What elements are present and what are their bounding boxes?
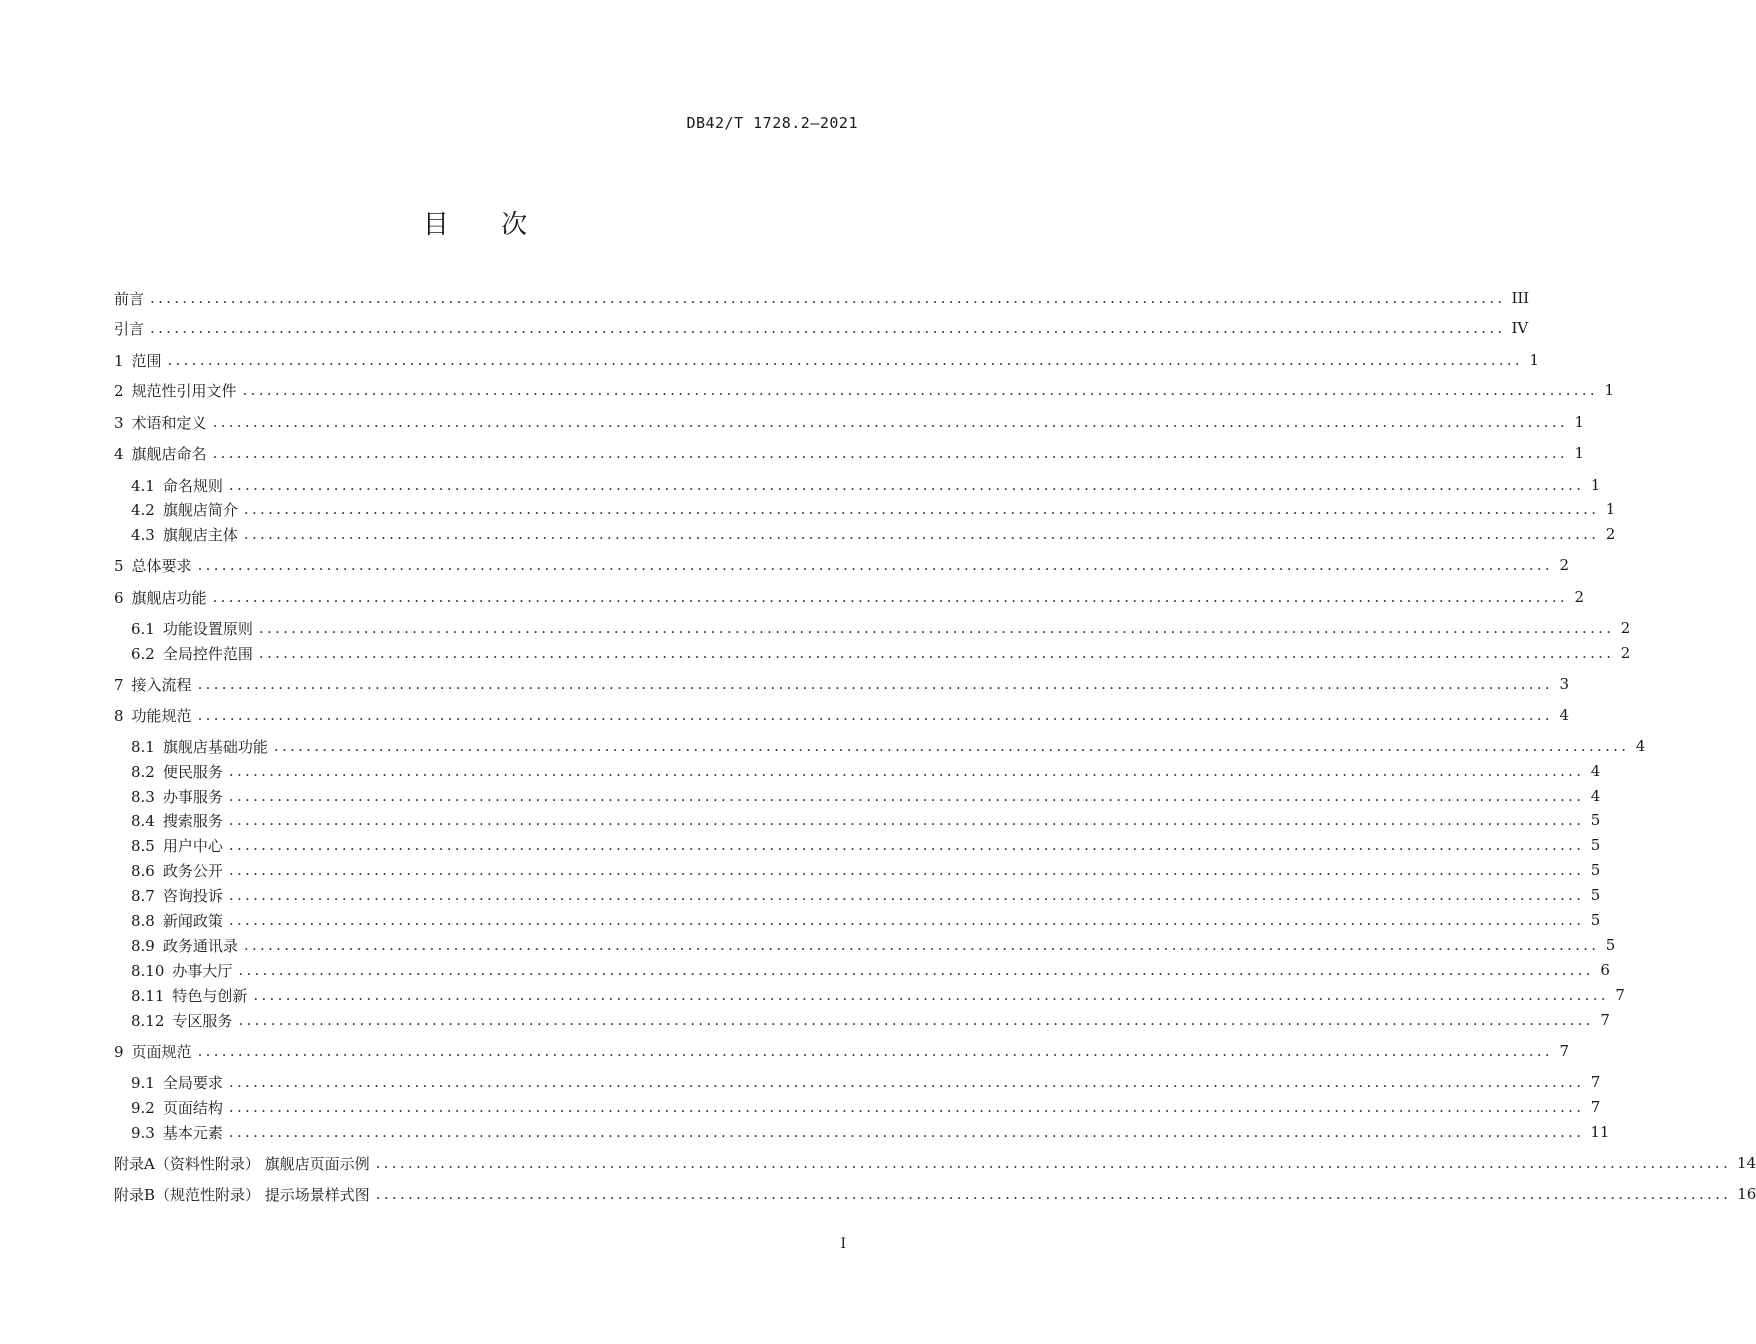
toc-entry[interactable] xyxy=(114,348,1539,372)
toc-entry-number: 4.2 xyxy=(131,500,155,519)
toc-entry[interactable] xyxy=(114,585,1584,609)
toc-entry-text: 咨询投诉 xyxy=(162,886,223,905)
toc-entry-label xyxy=(114,705,192,726)
toc-entry[interactable] xyxy=(131,641,1631,665)
toc-entry-label xyxy=(114,350,162,371)
toc-entry-text: 页面规范 xyxy=(131,1042,192,1061)
toc-entry-page: 4 xyxy=(1590,787,1601,805)
toc-entry-text: 政务通讯录 xyxy=(162,936,238,955)
toc-entry[interactable] xyxy=(114,316,1529,340)
toc-entry[interactable] xyxy=(114,1039,1569,1063)
toc-entry-label xyxy=(131,524,238,545)
toc-dot-leader: ........................................................................................................................................................................ xyxy=(150,319,1506,337)
toc-entry-page: 3 xyxy=(1559,675,1569,693)
toc-dot-leader: ........................................................................................................................................................................ xyxy=(228,1123,1585,1141)
toc-entry-text: 引言 xyxy=(114,319,145,338)
toc-entry-number: 8.5 xyxy=(131,836,155,855)
toc-entry-number: 8 xyxy=(114,706,124,725)
toc-entry-text: 办事服务 xyxy=(162,787,223,806)
toc-entry-text: 附录A（资料性附录） 旗舰店页面示例 xyxy=(114,1154,370,1173)
toc-entry[interactable] xyxy=(131,522,1616,546)
toc-entry[interactable] xyxy=(114,1182,1756,1206)
toc-entry-label xyxy=(114,318,144,339)
toc-entry-number: 3 xyxy=(114,413,124,432)
toc-entry-label xyxy=(131,910,223,931)
toc-entry-label xyxy=(114,587,207,608)
toc-entry-text: 旗舰店基础功能 xyxy=(162,737,268,756)
toc-dot-leader: ........................................................................................................................................................................ xyxy=(150,289,1506,307)
toc-entry-page: 5 xyxy=(1590,811,1601,829)
toc-entry-label xyxy=(131,1122,223,1143)
toc-entry-text: 基本元素 xyxy=(162,1123,223,1142)
toc-dot-leader: ........................................................................................................................................................................ xyxy=(197,1042,1553,1060)
toc-entry-number: 2 xyxy=(114,381,124,400)
toc-entry-text: 全局要求 xyxy=(162,1073,223,1092)
toc-entry-label xyxy=(131,835,223,856)
toc-entry-label xyxy=(131,1072,223,1093)
toc-entry-label xyxy=(131,643,253,664)
toc-dot-leader: ........................................................................................................................................................................ xyxy=(228,911,1585,929)
toc-entry[interactable] xyxy=(114,1151,1756,1175)
toc-entry-number: 8.9 xyxy=(131,936,155,955)
toc-entry-label xyxy=(114,288,144,309)
toc-dot-leader: ........................................................................................................................................................................ xyxy=(273,737,1630,755)
toc-entry-text: 全局控件范围 xyxy=(162,644,253,663)
toc-entry-label xyxy=(131,960,232,981)
toc-entry-text: 专区服务 xyxy=(172,1011,233,1030)
toc-entry[interactable] xyxy=(114,286,1530,310)
toc-entry-page: III xyxy=(1511,289,1530,307)
toc-entry-number: 9.1 xyxy=(131,1073,155,1092)
toc-entry-number: 8.8 xyxy=(131,911,155,930)
toc-entry-number: 8.10 xyxy=(131,961,165,980)
toc-entry-text: 附录B（规范性附录） 提示场景样式图 xyxy=(114,1185,370,1204)
toc-entry-page: 7 xyxy=(1559,1042,1569,1060)
toc-dot-leader: ........................................................................................................................................................................ xyxy=(258,619,1615,637)
toc-entry-text: 总体要求 xyxy=(131,556,192,575)
toc-dot-leader: ........................................................................................................................................................................ xyxy=(228,886,1585,904)
toc-entry-page: 1 xyxy=(1590,476,1601,494)
toc-entry[interactable] xyxy=(131,616,1631,640)
toc-entry-label xyxy=(131,935,238,956)
toc-entry-text: 命名规则 xyxy=(162,476,223,495)
toc-entry-number: 8.11 xyxy=(131,986,165,1005)
toc-dot-leader: ........................................................................................................................................................................ xyxy=(228,836,1585,854)
toc-entry-page: IV xyxy=(1511,319,1529,337)
toc-entry-page: 1 xyxy=(1574,413,1584,431)
toc-entry[interactable] xyxy=(131,983,1625,1007)
toc-entry-page: 7 xyxy=(1600,1011,1610,1029)
toc-entry-text: 用户中心 xyxy=(162,836,223,855)
toc-entry-text: 便民服务 xyxy=(162,762,223,781)
toc-entry-text: 旗舰店简介 xyxy=(162,500,238,519)
toc-dot-leader: ........................................................................................................................................................................ xyxy=(228,811,1585,829)
toc-entry[interactable] xyxy=(131,1120,1610,1144)
toc-entry-number: 6.2 xyxy=(131,644,155,663)
toc-entry-label xyxy=(131,1010,232,1031)
toc-dot-leader: ........................................................................................................................................................................ xyxy=(228,476,1585,494)
toc-entry[interactable] xyxy=(131,1070,1601,1094)
toc-entry-label xyxy=(114,674,192,695)
toc-entry-number: 4 xyxy=(114,444,124,463)
toc-dot-leader: ........................................................................................................................................................................ xyxy=(243,936,1600,954)
page-title: 目 次 xyxy=(422,210,550,240)
toc-entry-page: 5 xyxy=(1590,861,1601,879)
toc-dot-leader: ........................................................................................................................................................................ xyxy=(242,381,1598,399)
toc-entry-text: 前言 xyxy=(114,289,145,308)
toc-entry-number: 9.2 xyxy=(131,1098,155,1117)
toc-entry-page: 2 xyxy=(1559,556,1569,574)
toc-entry-number: 9 xyxy=(114,1042,124,1061)
toc-entry-page: 11 xyxy=(1590,1123,1610,1141)
toc-entry-label xyxy=(131,810,223,831)
toc-entry[interactable] xyxy=(114,672,1569,696)
toc-entry-label xyxy=(131,1097,223,1118)
toc-entry-text: 新闻政策 xyxy=(162,911,223,930)
toc-entry[interactable] xyxy=(131,497,1616,521)
toc-entry-text: 搜索服务 xyxy=(162,811,223,830)
toc-dot-leader: ........................................................................................................................................................................ xyxy=(212,413,1568,431)
toc-dot-leader: ........................................................................................................................................................................ xyxy=(228,1073,1585,1091)
toc-entry[interactable] xyxy=(131,1095,1601,1119)
toc-entry[interactable] xyxy=(131,759,1601,783)
toc-entry-page: 1 xyxy=(1605,500,1616,518)
toc-entry-text: 功能设置原则 xyxy=(162,619,253,638)
toc-entry-page: 5 xyxy=(1590,886,1601,904)
toc-entry[interactable] xyxy=(114,410,1584,434)
toc-dot-leader: ........................................................................................................................................................................ xyxy=(228,787,1585,805)
toc-entry[interactable] xyxy=(114,703,1569,727)
toc-entry-number: 4.3 xyxy=(131,525,155,544)
toc-entry[interactable] xyxy=(131,958,1610,982)
toc-dot-leader: ........................................................................................................................................................................ xyxy=(258,644,1615,662)
toc-entry[interactable] xyxy=(131,833,1601,857)
toc-entry-number: 9.3 xyxy=(131,1123,155,1142)
toc-entry-label xyxy=(131,885,223,906)
toc-entry-label xyxy=(114,1041,192,1062)
toc-entry[interactable] xyxy=(131,1008,1610,1032)
doc-code: DB42/T 1728.2—2021 xyxy=(686,114,858,132)
toc-entry-page: 16 xyxy=(1737,1185,1756,1203)
toc-entry-page: 4 xyxy=(1590,762,1601,780)
toc-entry-text: 办事大厅 xyxy=(172,961,233,980)
toc-entry-text: 接入流程 xyxy=(131,675,192,694)
toc-entry-label xyxy=(114,380,237,401)
toc-dot-leader: ........................................................................................................................................................................ xyxy=(167,351,1523,369)
toc-entry-page: 6 xyxy=(1600,961,1610,979)
toc-entry-page: 2 xyxy=(1620,644,1631,662)
toc-dot-leader: ........................................................................................................................................................................ xyxy=(228,861,1585,879)
toc-entry[interactable] xyxy=(131,734,1646,758)
toc-entry-label xyxy=(114,1184,370,1205)
toc-entry-page: 5 xyxy=(1590,836,1601,854)
toc-entry-label xyxy=(114,443,207,464)
toc-dot-leader: ........................................................................................................................................................................ xyxy=(238,961,1594,979)
toc-dot-leader: ........................................................................................................................................................................ xyxy=(243,525,1600,543)
toc-entry[interactable] xyxy=(131,808,1601,832)
toc-dot-leader: ........................................................................................................................................................................ xyxy=(375,1185,1732,1203)
toc-entry-label xyxy=(131,786,223,807)
toc-dot-leader: ........................................................................................................................................................................ xyxy=(212,444,1568,462)
toc-entry-text: 范围 xyxy=(131,351,162,370)
toc-entry-page: 2 xyxy=(1574,588,1584,606)
toc-entry-number: 8.2 xyxy=(131,762,155,781)
toc-entry-number: 5 xyxy=(114,556,124,575)
toc-entry-label xyxy=(114,412,207,433)
toc-entry-label xyxy=(114,555,192,576)
toc-entry-text: 规范性引用文件 xyxy=(131,381,237,400)
toc-entry[interactable] xyxy=(131,784,1601,808)
toc-entry-page: 5 xyxy=(1605,936,1616,954)
toc-entry-number: 8.4 xyxy=(131,811,155,830)
toc-entry-page: 5 xyxy=(1590,911,1601,929)
toc-entry-text: 旗舰店主体 xyxy=(162,525,238,544)
toc-entry[interactable] xyxy=(114,441,1584,465)
toc-entry-text: 政务公开 xyxy=(162,861,223,880)
toc-entry-number: 1 xyxy=(114,351,124,370)
toc-entry[interactable] xyxy=(131,883,1601,907)
toc-entry-number: 8.6 xyxy=(131,861,155,880)
toc-dot-leader: ........................................................................................................................................................................ xyxy=(197,556,1553,574)
toc-entry-page: 7 xyxy=(1590,1073,1601,1091)
toc-entry[interactable] xyxy=(131,933,1616,957)
toc-entry-page: 1 xyxy=(1529,351,1539,369)
toc-entry-label xyxy=(131,761,223,782)
toc-entry-text: 特色与创新 xyxy=(172,986,248,1005)
toc-dot-leader: ........................................................................................................................................................................ xyxy=(238,1011,1594,1029)
toc-entry-label xyxy=(131,618,253,639)
toc-entry-label xyxy=(131,475,223,496)
toc-entry-number: 8.3 xyxy=(131,787,155,806)
toc-dot-leader: ........................................................................................................................................................................ xyxy=(375,1154,1732,1172)
toc-entry-number: 8.1 xyxy=(131,737,155,756)
toc-entry[interactable] xyxy=(114,553,1569,577)
page-number: I xyxy=(840,1236,846,1252)
toc-entry-number: 8.7 xyxy=(131,886,155,905)
toc-entry-page: 4 xyxy=(1635,737,1646,755)
toc-dot-leader: ........................................................................................................................................................................ xyxy=(253,986,1609,1004)
toc-entry-label xyxy=(131,736,268,757)
toc-entry-number: 6.1 xyxy=(131,619,155,638)
toc-entry-text: 旗舰店功能 xyxy=(131,588,207,607)
toc-entry-number: 8.12 xyxy=(131,1011,165,1030)
toc-dot-leader: ........................................................................................................................................................................ xyxy=(197,675,1553,693)
toc-entry-page: 1 xyxy=(1574,444,1584,462)
toc-entry-page: 2 xyxy=(1605,525,1616,543)
toc-entry-page: 7 xyxy=(1590,1098,1601,1116)
toc-entry-page: 14 xyxy=(1737,1154,1756,1172)
toc-entry-number: 7 xyxy=(114,675,124,694)
toc-entry-label xyxy=(131,860,223,881)
toc-dot-leader: ........................................................................................................................................................................ xyxy=(243,500,1600,518)
toc-entry-text: 旗舰店命名 xyxy=(131,444,207,463)
toc-entry[interactable] xyxy=(131,908,1601,932)
toc-entry-text: 页面结构 xyxy=(162,1098,223,1117)
toc-entry-page: 7 xyxy=(1615,986,1625,1004)
toc-entry-number: 4.1 xyxy=(131,476,155,495)
toc-entry-label xyxy=(131,985,247,1006)
toc-dot-leader: ........................................................................................................................................................................ xyxy=(228,1098,1585,1116)
toc-entry[interactable] xyxy=(131,473,1601,497)
toc-entry[interactable] xyxy=(131,858,1601,882)
toc-entry-page: 2 xyxy=(1620,619,1631,637)
toc-entry-page: 4 xyxy=(1559,706,1569,724)
toc-entry-text: 术语和定义 xyxy=(131,413,207,432)
toc-entry-label xyxy=(114,1153,370,1174)
toc-dot-leader: ........................................................................................................................................................................ xyxy=(228,762,1585,780)
toc-entry-label xyxy=(131,499,238,520)
toc-entry-number: 6 xyxy=(114,588,124,607)
toc-dot-leader: ........................................................................................................................................................................ xyxy=(212,588,1568,606)
toc-entry[interactable] xyxy=(114,378,1614,402)
toc-entry-page: 1 xyxy=(1604,381,1614,399)
toc-entry-text: 功能规范 xyxy=(131,706,192,725)
toc-dot-leader: ........................................................................................................................................................................ xyxy=(197,706,1553,724)
